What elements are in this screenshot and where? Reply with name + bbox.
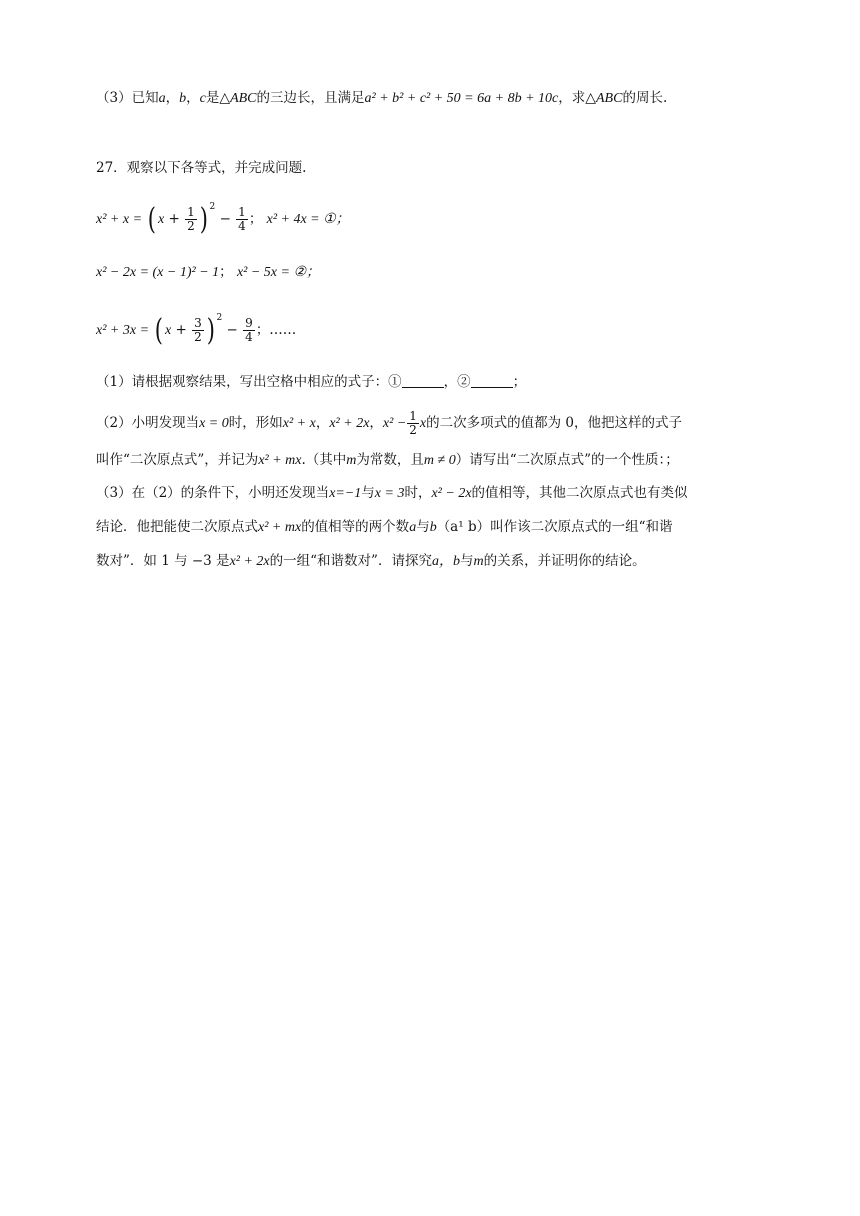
text: 的关系，并证明你的结论。: [483, 553, 646, 569]
separator: ；: [248, 211, 263, 227]
text: （2）小明发现当: [96, 415, 200, 431]
text: 与: [416, 519, 430, 535]
numerator: 1: [238, 205, 246, 219]
text: ，: [369, 415, 383, 431]
comma: ，: [165, 90, 180, 106]
q26-part3-line: [96, 88, 667, 109]
left-paren: (: [155, 312, 164, 348]
denominator: 2: [194, 330, 202, 344]
text: （1）请根据观察结果，写出空格中相应的式子：①: [96, 374, 402, 390]
math: （a¹ b）: [436, 519, 491, 535]
text: 与: [459, 553, 474, 569]
text: 叫作“二次原点式”，并记为: [96, 452, 259, 468]
text: ，: [315, 415, 330, 431]
q27-part2-line2: [96, 450, 679, 471]
separator: ；: [219, 264, 233, 280]
text: 时，形如: [228, 415, 283, 431]
math: x = 0: [199, 416, 229, 431]
math: m ≠ 0: [423, 453, 456, 468]
math: a，b: [431, 554, 460, 569]
math: x=−1: [329, 486, 362, 501]
var-a: a: [158, 91, 166, 106]
math: b: [429, 520, 437, 535]
math: a: [409, 520, 417, 535]
var-x: x: [158, 212, 165, 227]
text: 的二次多项式的值都为 0，他把这样的式子: [426, 415, 683, 431]
text: 为常数，且: [356, 452, 424, 468]
q27-part3-line2: [96, 517, 673, 538]
text: 的一组“和谐数对”．请探究: [269, 553, 432, 569]
eq2: x² + 4x = ①；: [266, 212, 350, 227]
fraction-three-halves: [192, 317, 204, 344]
text: 时，: [404, 485, 432, 501]
equation-line-1: x² + x = ( x + $\frac{1}{2}$ ) $^2$ − $\frac{1}{4}$ ； x² + 4x = ①；: [96, 201, 350, 237]
numerator: 3: [194, 316, 202, 330]
math: m: [473, 554, 484, 569]
math: x = 3: [374, 486, 405, 501]
q27-part3-line3: [96, 551, 646, 572]
numerator: 1: [409, 409, 417, 423]
text: ，②: [443, 374, 471, 390]
math: x² + x: [282, 416, 316, 431]
equation-line-2: [96, 262, 320, 283]
answer-blank-2[interactable]: [471, 373, 513, 388]
right-paren: ): [199, 201, 208, 237]
var-x: x: [165, 323, 172, 338]
q27-part3-line1: [96, 483, 688, 504]
text: 叫作该二次原点式的一组“和谐: [490, 519, 673, 535]
q27-heading: 27．观察以下各等式，并完成问题.: [96, 160, 307, 176]
answer-blank-1[interactable]: [402, 373, 444, 388]
ellipsis: ；……: [255, 322, 297, 338]
fraction-half: [407, 410, 419, 437]
text: 是: [205, 90, 220, 106]
denominator: 2: [187, 219, 195, 233]
eq4: x² − 5x = ②；: [236, 265, 321, 280]
text: 的值相等，其他二次原点式也有类似: [471, 485, 688, 501]
math: x: [419, 416, 427, 431]
math: x² + mx: [258, 453, 302, 468]
math: x² −: [382, 416, 407, 431]
text-lead: （3）已知: [96, 90, 159, 106]
text: 数对”．如 1 与 −3 是: [96, 553, 230, 569]
math: m: [346, 453, 357, 468]
left-paren: (: [148, 201, 157, 237]
var-c: c: [199, 91, 206, 106]
math: x² + 2x: [229, 554, 270, 569]
text: 的三边长，且满足: [256, 90, 365, 106]
text: （3）在（2）的条件下，小明还发现当: [96, 485, 330, 501]
text: ，求: [558, 90, 586, 106]
numerator: 1: [187, 205, 195, 219]
denominator: 2: [409, 423, 417, 437]
eq1-lhs: x² + x =: [96, 212, 143, 227]
fraction-nine-quarters: [243, 317, 255, 344]
text: ）请写出“二次原点式”的一个性质：；: [455, 452, 679, 468]
text: 的值相等的两个数: [301, 519, 410, 535]
text: 结论．他把能使二次原点式: [96, 519, 258, 535]
right-paren: ): [206, 312, 215, 348]
q27-part1: [96, 372, 526, 392]
fraction-quarter: [236, 206, 248, 233]
denominator: 4: [238, 219, 246, 233]
text: ；: [512, 374, 527, 390]
text: 的周长.: [622, 90, 668, 106]
text: 与: [361, 485, 375, 501]
fraction-half: [185, 206, 197, 233]
text: .（其中: [301, 452, 347, 468]
math: x² + mx: [258, 520, 302, 535]
var-b: b: [179, 91, 187, 106]
triangle-abc: △ABC: [585, 91, 623, 106]
denominator: 4: [245, 330, 253, 344]
triangle-abc: △ABC: [219, 91, 257, 106]
math: x² − 2x: [431, 486, 472, 501]
eq5-lhs: x² + 3x =: [96, 323, 150, 338]
comma: ，: [186, 90, 200, 106]
q27-part2-line1: [96, 408, 682, 439]
numerator: 9: [245, 316, 253, 330]
eq3: x² − 2x = (x − 1)² − 1: [96, 265, 220, 280]
math: x² + 2x: [329, 416, 370, 431]
minus: −: [219, 211, 231, 227]
equation-line-3: x² + 3x = ( x + $\frac{3}{2}$ ) $^2$ − $\frac{9}{4}$ ；……: [96, 312, 297, 348]
condition-equation: a² + b² + c² + 50 = 6a + 8b + 10c: [364, 91, 559, 106]
